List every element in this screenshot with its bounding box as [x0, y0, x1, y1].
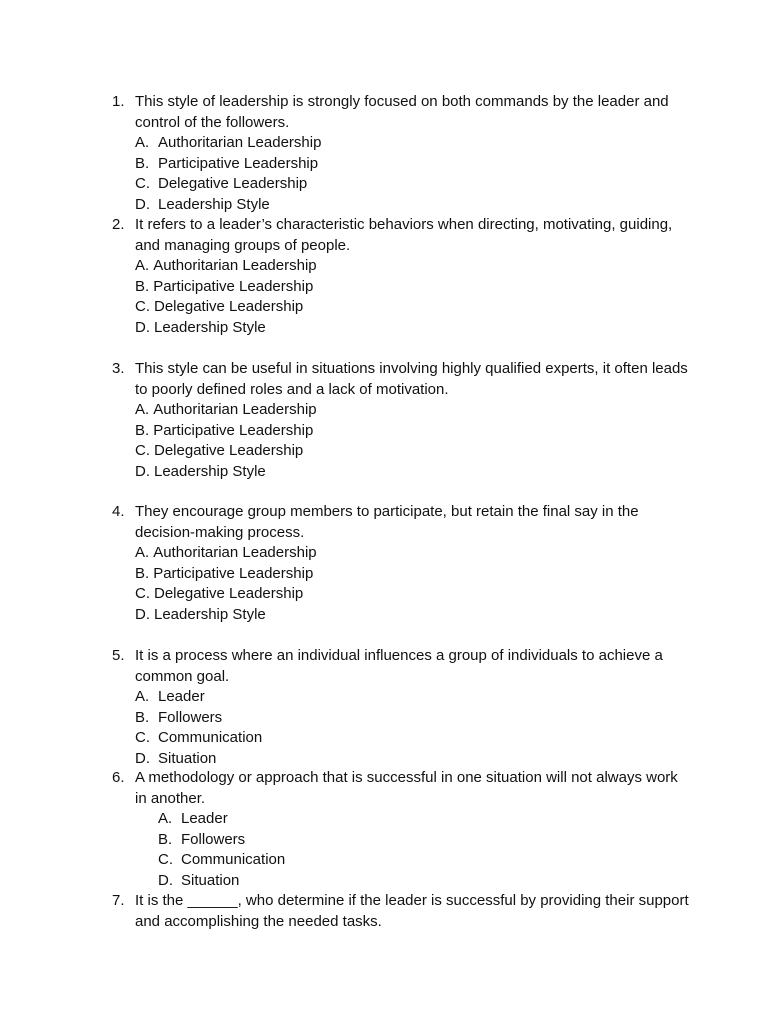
option-text: Participative Leadership — [153, 277, 314, 295]
option-text: Leader — [181, 810, 228, 828]
option-b — [135, 564, 692, 585]
option-letter: B. — [135, 708, 150, 726]
question-number: 7. — [112, 892, 125, 909]
option-a — [135, 543, 692, 564]
option-a — [135, 256, 692, 277]
option-b — [135, 708, 692, 729]
option-letter: A. — [135, 401, 150, 419]
option-b — [158, 830, 692, 851]
option-text: Situation — [181, 871, 240, 889]
option-letter: B. — [135, 421, 150, 439]
question-7 — [112, 891, 692, 932]
option-list — [135, 687, 692, 769]
question-text: This style can be useful in situations involving highly qualified experts, it often leads to poorly defined roles and a lack of motivation. — [135, 360, 688, 398]
question-number: 3. — [112, 360, 125, 377]
question-text: It is a process where an individual influences a group of individuals to achieve a common goal. — [135, 647, 663, 685]
option-list — [135, 400, 692, 482]
option-letter: C. — [135, 442, 150, 460]
option-c — [135, 297, 692, 318]
option-b — [135, 277, 692, 298]
option-a — [135, 400, 692, 421]
option-letter: B. — [158, 830, 173, 848]
option-text: Authoritarian Leadership — [153, 401, 317, 419]
option-text: Participative Leadership — [153, 421, 314, 439]
option-text: Leader — [158, 688, 205, 706]
question-2 — [112, 215, 692, 339]
option-text: Followers — [158, 708, 223, 726]
option-text: Leadership Style — [154, 462, 266, 480]
option-text: Delegative Leadership — [158, 175, 308, 193]
question-text: This style of leadership is strongly focused on both commands by the leader and control of the followers. — [135, 93, 669, 131]
option-list — [135, 543, 692, 625]
option-c — [135, 728, 692, 749]
option-letter: C. — [135, 298, 150, 316]
option-letter: A. — [135, 688, 150, 706]
option-d — [135, 318, 692, 339]
option-text: Authoritarian Leadership — [158, 134, 322, 152]
option-text: Leadership Style — [158, 195, 270, 213]
question-text: It refers to a leader’s characteristic behaviors when directing, motivating, guiding, and managing groups of people. — [135, 216, 673, 254]
option-d — [135, 195, 692, 216]
question-number: 2. — [112, 216, 125, 233]
option-list — [158, 809, 692, 891]
option-text: Situation — [158, 749, 217, 767]
option-list — [135, 256, 692, 338]
option-text: Participative Leadership — [158, 154, 319, 172]
option-list — [135, 133, 692, 215]
option-letter: A. — [135, 544, 150, 562]
option-text: Communication — [158, 729, 263, 747]
option-text: Authoritarian Leadership — [153, 257, 317, 275]
option-c — [135, 584, 692, 605]
option-d — [158, 871, 692, 892]
question-text: It is the ______, who determine if the leader is successful by providing their support and accomplishing the needed tasks. — [135, 892, 689, 930]
question-4 — [112, 502, 692, 626]
question-5 — [112, 646, 692, 770]
option-letter: B. — [135, 154, 150, 172]
question-number: 6. — [112, 769, 125, 786]
option-a — [135, 687, 692, 708]
option-text: Delegative Leadership — [154, 298, 304, 316]
option-letter: D. — [158, 871, 173, 889]
option-letter: C. — [158, 851, 173, 869]
option-c — [135, 174, 692, 195]
option-b — [135, 421, 692, 442]
question-number: 1. — [112, 93, 125, 110]
question-3 — [112, 359, 692, 483]
option-letter: A. — [158, 810, 173, 828]
option-text: Delegative Leadership — [154, 585, 304, 603]
option-letter: D. — [135, 318, 150, 336]
option-letter: D. — [135, 749, 150, 767]
option-text: Followers — [181, 830, 246, 848]
option-text: Authoritarian Leadership — [153, 544, 317, 562]
question-1 — [112, 92, 692, 216]
option-text: Communication — [181, 851, 286, 869]
option-letter: D. — [135, 605, 150, 623]
question-number: 5. — [112, 647, 125, 664]
option-letter: B. — [135, 564, 150, 582]
option-d — [135, 462, 692, 483]
option-text: Leadership Style — [154, 605, 266, 623]
option-a — [135, 133, 692, 154]
option-letter: D. — [135, 462, 150, 480]
option-c — [135, 441, 692, 462]
question-text: They encourage group members to participate, but retain the final say in the decision-making process. — [135, 503, 639, 541]
question-number: 4. — [112, 503, 125, 520]
option-letter: A. — [135, 134, 150, 152]
option-a — [158, 809, 692, 830]
option-letter: A. — [135, 257, 150, 275]
question-6 — [112, 768, 692, 892]
option-b — [135, 154, 692, 175]
option-letter: C. — [135, 729, 150, 747]
option-text: Leadership Style — [154, 318, 266, 336]
question-text: A methodology or approach that is successful in one situation will not always work in another. — [135, 769, 678, 807]
option-d — [135, 749, 692, 770]
option-d — [135, 605, 692, 626]
option-letter: C. — [135, 585, 150, 603]
option-text: Delegative Leadership — [154, 442, 304, 460]
option-text: Participative Leadership — [153, 564, 314, 582]
option-c — [158, 850, 692, 871]
option-letter: B. — [135, 277, 150, 295]
option-letter: D. — [135, 195, 150, 213]
option-letter: C. — [135, 175, 150, 193]
